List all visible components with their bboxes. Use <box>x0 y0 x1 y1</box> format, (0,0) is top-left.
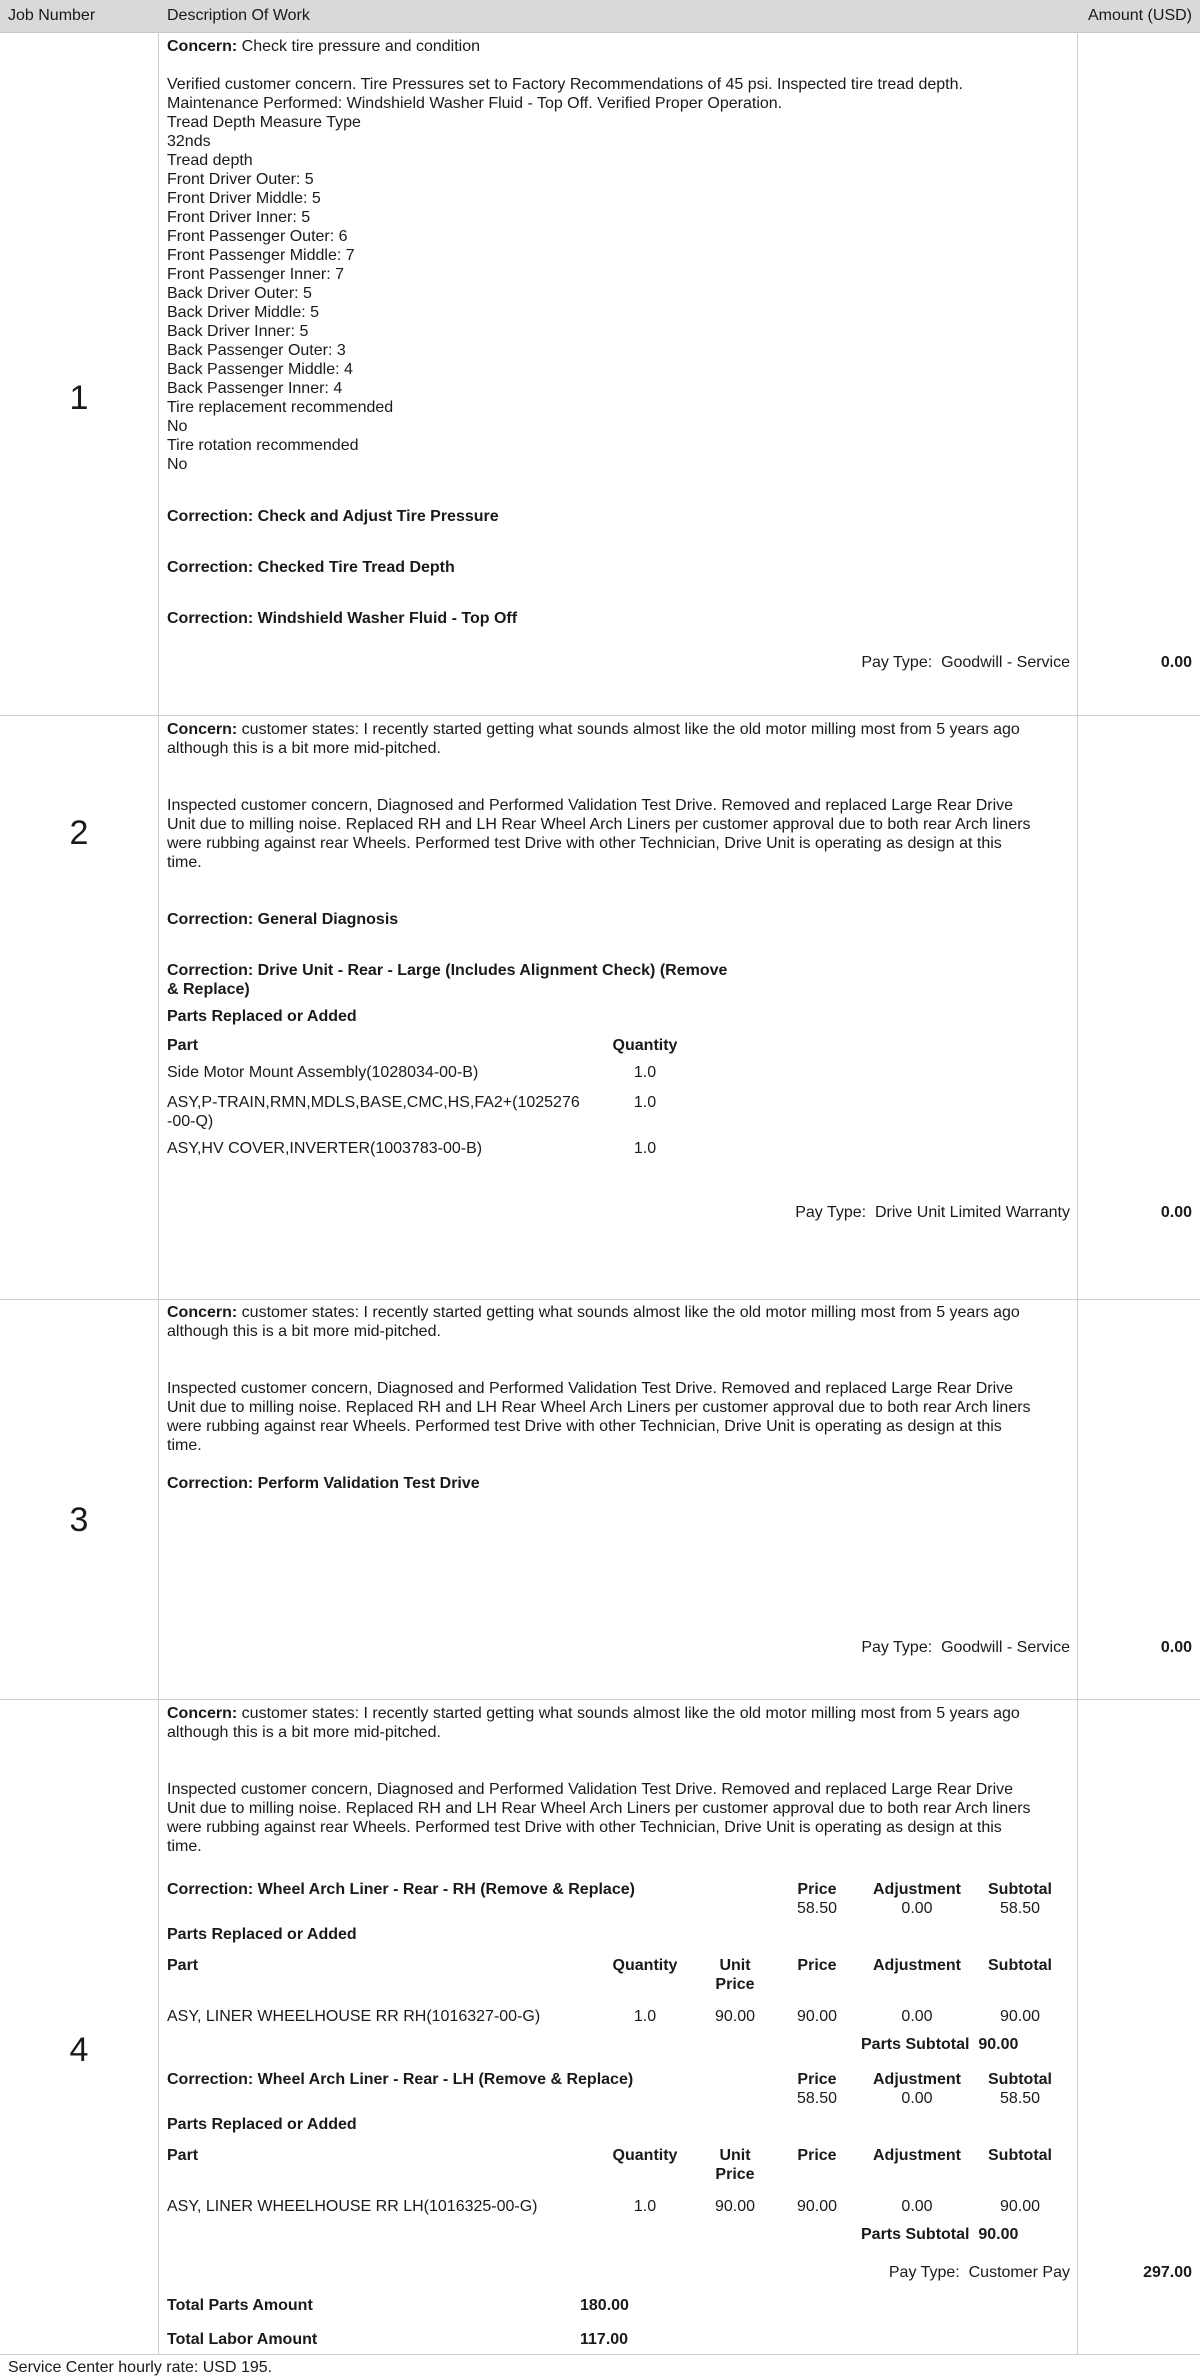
repair-block-lh <box>167 2070 1067 2270</box>
job-description <box>167 720 1067 1026</box>
unit-price-column-header: Unit Price <box>715 1957 755 1993</box>
concern-text: customer states: I recently started getting what sounds almost like the old motor milling most from 5 years ago although this is a bit more mid-pitched. <box>167 1304 1020 1340</box>
job-amount: 0.00 <box>1160 1639 1192 1656</box>
pay-type: Pay Type: Goodwill - Service <box>861 654 1070 671</box>
quantity-column-header: Quantity <box>612 1957 678 1974</box>
subtotal-column-header: Subtotal <box>988 1957 1052 1974</box>
part-price: 90.00 <box>796 2008 838 2025</box>
work-text: Verified customer concern. Tire Pressures set to Factory Recommendations of 45 psi. Inspected tire tread depth. Maintenance Performed: Windshield Washer Fluid - Top Off. Verified Proper Operation. Tread Depth Measure Type 32nds Tread depth Front Driver Outer: 5 Front Driver Middle: 5 Front Driver Inner: 5 Front Passenger Outer: 6 Front Passenger Middle: 7 Front Passenger Inner: 7 Back Driver Outer: 5 Back Driver Middle: 5 Back Driver Inner: 5 Back Passenger Outer: 3 Back Passenger Middle: 4 Back Passenger Inner: 4 Tire replacement recommended No Tire rotation recommended No <box>167 76 963 473</box>
unit-price-column-header: Unit Price <box>715 2147 755 2183</box>
labor-price: 58.50 <box>796 2090 838 2107</box>
labor-adjustment: 0.00 <box>901 2090 933 2107</box>
correction: Correction: Wheel Arch Liner - Rear - LH (Remove & Replace) <box>167 2071 634 2088</box>
part-column-header: Part <box>167 1957 199 1974</box>
job-description <box>167 1303 1067 1493</box>
adjustment-column-header: Adjustment <box>873 2147 961 2164</box>
labor-subtotal: 58.50 <box>999 2090 1041 2107</box>
part-unit-price: 90.00 <box>714 2198 756 2215</box>
adjustment-column-header: Adjustment <box>873 1957 961 1974</box>
header-job-number: Job Number <box>8 7 96 24</box>
labor-price-header: Price <box>797 2071 837 2088</box>
part-adjustment: 0.00 <box>901 2198 933 2215</box>
parts-replaced-label: Parts Replaced or Added <box>167 1926 357 1943</box>
correction: Correction: Windshield Washer Fluid - Top Off <box>167 610 518 627</box>
part-name: ASY, LINER WHEELHOUSE RR LH(1016325-00-G) <box>167 2198 538 2215</box>
pay-type: Pay Type: Drive Unit Limited Warranty <box>795 1204 1070 1221</box>
labor-adjustment-header: Adjustment <box>873 2071 961 2088</box>
correction: Correction: General Diagnosis <box>167 911 399 928</box>
correction: Correction: Check and Adjust Tire Pressure <box>167 508 499 525</box>
job-description <box>167 1704 1067 1856</box>
total-parts-label: Total Parts Amount <box>167 2297 313 2314</box>
job-number: 3 <box>69 1501 89 1539</box>
job-amount: 0.00 <box>1160 654 1192 671</box>
pay-type: Pay Type: Customer Pay <box>888 2264 1070 2281</box>
part-name: ASY,HV COVER,INVERTER(1003783-00-B) <box>167 1140 483 1157</box>
concern-label: Concern: <box>167 38 238 55</box>
quantity-column-header: Quantity <box>612 1037 678 1054</box>
labor-price: 58.50 <box>796 1900 838 1917</box>
parts-replaced-label: Parts Replaced or Added <box>167 1008 357 1025</box>
labor-adjustment-header: Adjustment <box>873 1881 961 1898</box>
job-row-1 <box>0 32 1200 716</box>
part-column-header: Part <box>167 1037 199 1054</box>
part-quantity: 1.0 <box>633 1064 657 1081</box>
correction: Correction: Wheel Arch Liner - Rear - RH (Remove & Replace) <box>167 1881 635 1898</box>
price-column-header: Price <box>797 1957 837 1974</box>
header-amount: Amount (USD) <box>1087 7 1192 24</box>
concern-label: Concern: <box>167 1705 238 1722</box>
job-amount: 0.00 <box>1160 1204 1192 1221</box>
concern-label: Concern: <box>167 721 238 738</box>
part-quantity: 1.0 <box>633 1094 657 1111</box>
header-description: Description Of Work <box>167 7 310 24</box>
part-unit-price: 90.00 <box>714 2008 756 2025</box>
correction: Correction: Checked Tire Tread Depth <box>167 559 455 576</box>
part-adjustment: 0.00 <box>901 2008 933 2025</box>
concern-label: Concern: <box>167 1304 238 1321</box>
job-amount: 297.00 <box>1143 2264 1192 2281</box>
part-name: ASY,P-TRAIN,RMN,MDLS,BASE,CMC,HS,FA2+(1025276 -00-Q) <box>167 1094 580 1130</box>
part-price: 90.00 <box>796 2198 838 2215</box>
hourly-rate-note: Service Center hourly rate: USD 195. <box>8 2359 273 2376</box>
labor-subtotal-header: Subtotal <box>988 2071 1052 2088</box>
parts-subtotal: Parts Subtotal 90.00 <box>861 2036 1019 2053</box>
labor-subtotal-header: Subtotal <box>988 1881 1052 1898</box>
parts-subtotal: Parts Subtotal 90.00 <box>861 2226 1019 2243</box>
work-text: Inspected customer concern, Diagnosed and Performed Validation Test Drive. Removed and replaced Large Rear Drive Unit due to milling noise. Replaced RH and LH Rear Wheel Arch Liners per customer approval due to both rear Arch liners were rubbing against rear Wheels. Performed test Drive with other Technician, Drive Unit is operating as design at this time. <box>167 1380 1031 1454</box>
work-text: Inspected customer concern, Diagnosed and Performed Validation Test Drive. Removed and replaced Large Rear Drive Unit due to milling noise. Replaced RH and LH Rear Wheel Arch Liners per customer approval due to both rear Arch liners were rubbing against rear Wheels. Performed test Drive with other Technician, Drive Unit is operating as design at this time. <box>167 797 1031 871</box>
job-description <box>167 37 1067 628</box>
correction: Correction: Drive Unit - Rear - Large (Includes Alignment Check) (Remove & Replace) <box>167 962 728 998</box>
concern-text: customer states: I recently started getting what sounds almost like the old motor milling most from 5 years ago although this is a bit more mid-pitched. <box>167 1705 1020 1741</box>
total-labor-label: Total Labor Amount <box>167 2331 318 2348</box>
quantity-column-header: Quantity <box>612 2147 678 2164</box>
part-name: Side Motor Mount Assembly(1028034-00-B) <box>167 1064 479 1081</box>
labor-adjustment: 0.00 <box>901 1900 933 1917</box>
subtotal-column-header: Subtotal <box>988 2147 1052 2164</box>
part-subtotal: 90.00 <box>999 2198 1041 2215</box>
concern-text: customer states: I recently started getting what sounds almost like the old motor milling most from 5 years ago although this is a bit more mid-pitched. <box>167 721 1020 757</box>
pay-type: Pay Type: Goodwill - Service <box>861 1639 1070 1656</box>
correction: Correction: Perform Validation Test Drive <box>167 1475 480 1492</box>
price-column-header: Price <box>797 2147 837 2164</box>
job-row-4 <box>0 1700 1200 2355</box>
part-name: ASY, LINER WHEELHOUSE RR RH(1016327-00-G) <box>167 2008 541 2025</box>
parts-replaced-label: Parts Replaced or Added <box>167 2116 357 2133</box>
job-number: 2 <box>69 814 89 852</box>
total-parts-value: 180.00 <box>580 2297 629 2314</box>
job-number: 1 <box>69 379 89 417</box>
concern-text: Check tire pressure and condition <box>237 38 481 55</box>
labor-subtotal: 58.50 <box>999 1900 1041 1917</box>
job-row-2 <box>0 716 1200 1300</box>
part-column-header: Part <box>167 2147 199 2164</box>
job-number: 4 <box>69 2031 89 2069</box>
part-subtotal: 90.00 <box>999 2008 1041 2025</box>
table-header <box>0 0 1200 33</box>
part-quantity: 1.0 <box>633 1140 657 1157</box>
job-row-3 <box>0 1300 1200 1700</box>
total-labor-value: 117.00 <box>580 2331 629 2348</box>
labor-price-header: Price <box>797 1881 837 1898</box>
part-quantity: 1.0 <box>633 2008 657 2025</box>
work-text: Inspected customer concern, Diagnosed and Performed Validation Test Drive. Removed and replaced Large Rear Drive Unit due to milling noise. Replaced RH and LH Rear Wheel Arch Liners per customer approval due to both rear Arch liners were rubbing against rear Wheels. Performed test Drive with other Technician, Drive Unit is operating as design at this time. <box>167 1781 1031 1855</box>
part-quantity: 1.0 <box>633 2198 657 2215</box>
repair-block-rh <box>167 1880 1067 2080</box>
